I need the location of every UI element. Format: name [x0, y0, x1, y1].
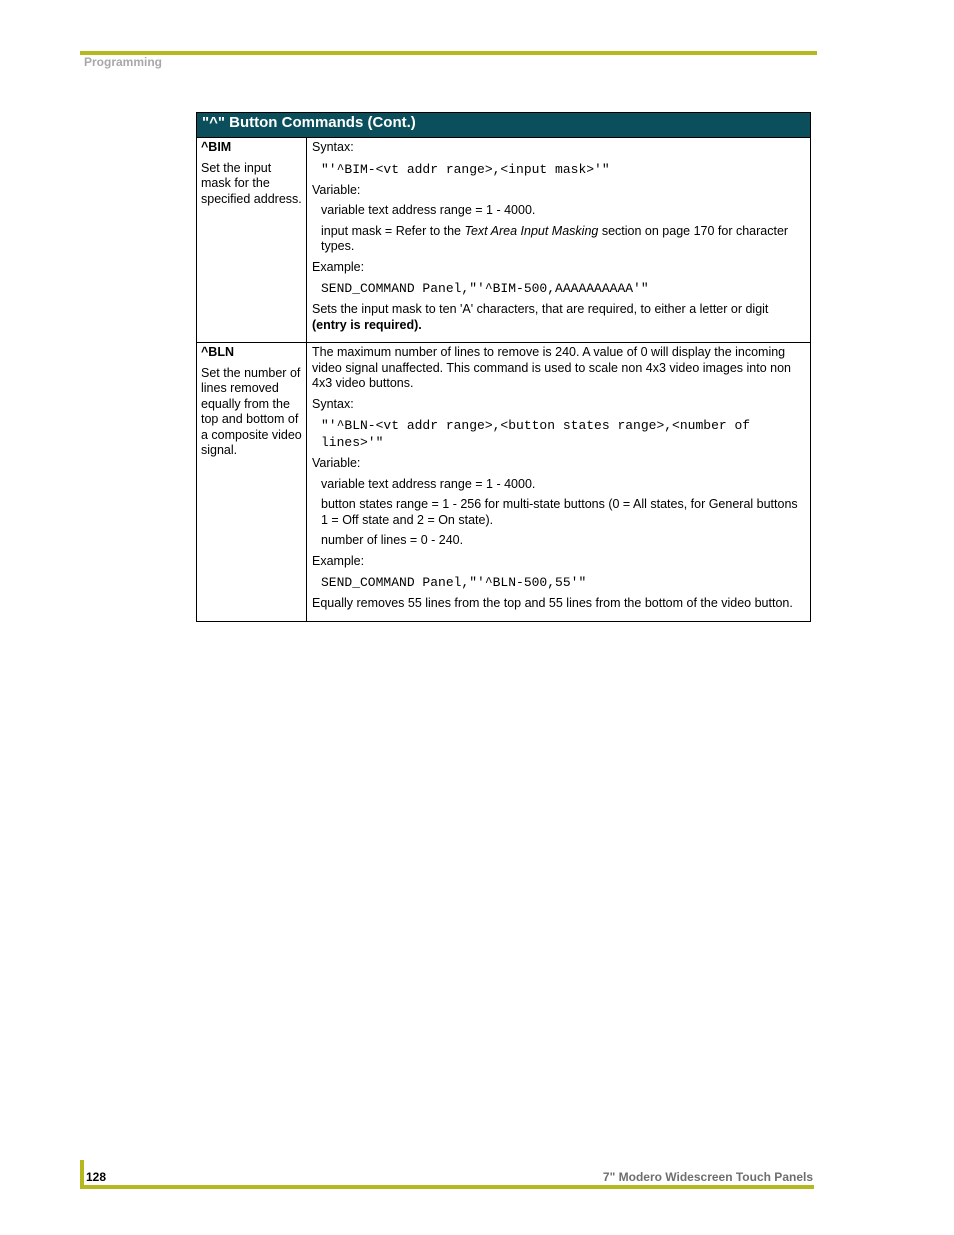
- section-reference: Text Area Input Masking: [464, 223, 599, 238]
- variable-text: section on page 170 for character types.: [321, 223, 789, 253]
- variable-item: variable text address range = 1 - 4000.: [321, 203, 536, 217]
- command-intro: The maximum number of lines to remove is 240. A value of 0 will display the incoming video signal unaffected. This command is used to scale non 4x3 video images into non 4x3 video buttons.: [312, 345, 791, 390]
- syntax-label: Syntax:: [312, 396, 354, 411]
- footer-rule: [80, 1185, 814, 1189]
- syntax-label: Syntax:: [312, 140, 354, 154]
- note-text: Sets the input mask to ten 'A' characters, that are required, to either a letter or digit: [312, 302, 769, 316]
- variable-label: Variable:: [312, 182, 361, 197]
- variable-label: Variable:: [312, 456, 361, 470]
- variable-item: number of lines = 0 - 240.: [321, 533, 464, 547]
- command-description: Set the input mask for the specified address.: [201, 160, 302, 206]
- example-note: [312, 302, 804, 333]
- table-row: [197, 138, 811, 343]
- table-title: "^" Button Commands (Cont.): [197, 113, 811, 138]
- table-row: [197, 343, 811, 622]
- command-name: ^BLN: [201, 345, 234, 359]
- variable-text: input mask = Refer to the: [321, 223, 465, 238]
- section-label: Programming: [84, 55, 163, 69]
- example-code: SEND_COMMAND Panel,"'^BLN-500,55'": [321, 575, 587, 590]
- variable-item: variable text address range = 1 - 4000.: [321, 476, 536, 491]
- note-bold: (entry is required).: [312, 317, 422, 332]
- command-details: [307, 138, 811, 343]
- command-details: [307, 343, 811, 622]
- command-description: Set the number of lines removed equally from the top and bottom of a composite video signal.: [201, 365, 302, 457]
- example-label: Example:: [312, 553, 365, 568]
- variable-item: [321, 224, 804, 255]
- command-cell: [197, 343, 307, 622]
- variable-item: button states range = 1 - 256 for multi-state buttons (0 = All states, for General buttons 1 = Off state and 2 = On state).: [321, 497, 798, 527]
- example-note: Equally removes 55 lines from the top and 55 lines from the bottom of the video button.: [312, 596, 793, 610]
- command-cell: [197, 138, 307, 343]
- syntax-code: "'^BIM-<vt addr range>,<input mask>'": [321, 161, 610, 177]
- example-code: SEND_COMMAND Panel,"'^BIM-500,AAAAAAAAAA'": [321, 281, 649, 296]
- page-number: 128: [86, 1170, 107, 1184]
- header-rule: [80, 51, 817, 55]
- command-name: ^BIM: [201, 140, 232, 154]
- button-commands-table: [196, 112, 811, 622]
- syntax-code: "'^BLN-<vt addr range>,<button states range>,<number of lines>'": [321, 418, 751, 450]
- example-label: Example:: [312, 259, 365, 274]
- document-title: 7" Modero Widescreen Touch Panels: [602, 1170, 813, 1184]
